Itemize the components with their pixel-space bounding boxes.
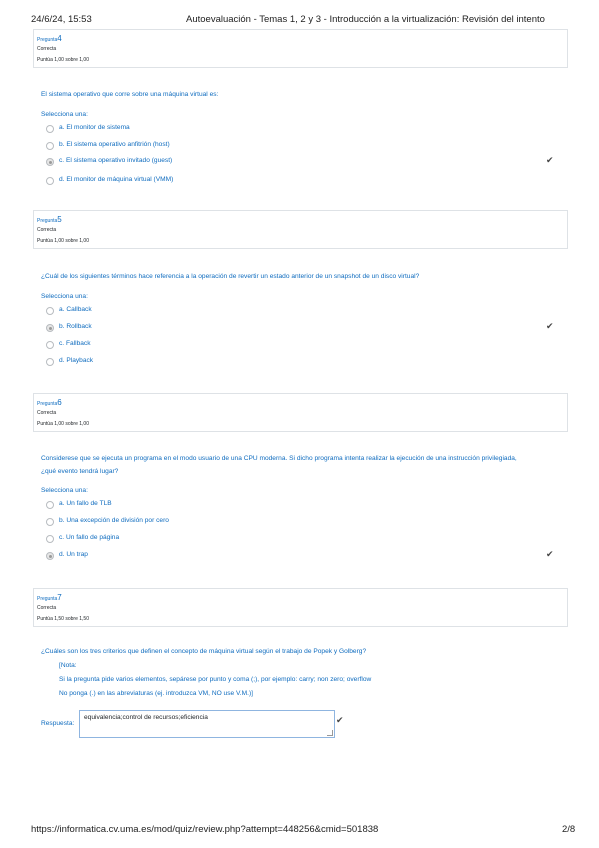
option-label: a. El monitor de sistema [59, 124, 130, 131]
question-number: Pregunta4 [37, 34, 62, 43]
print-datetime: 24/6/24, 15:53 [31, 14, 92, 25]
question-text-line: Considerese que se ejecuta un programa en el modo usuario de una CPU moderna. Si dicho programa intenta realizar la ejecución de una instrucción privilegiada, [41, 455, 517, 462]
radio-button[interactable] [46, 307, 54, 315]
option-label: d. El monitor de máquina virtual (VMM) [59, 176, 174, 183]
question-info-q4 [33, 29, 568, 68]
question-info-q6 [33, 393, 568, 432]
question-state: Correcta [37, 410, 57, 416]
answer-option-q5-c[interactable] [46, 340, 556, 351]
check-icon: ✔ [336, 715, 344, 725]
select-one-prompt: Selecciona una: [41, 111, 88, 118]
question-state: Correcta [37, 46, 57, 52]
question-text-line: ¿qué evento tendrá lugar? [41, 468, 119, 475]
answer-label: Respuesta: [41, 720, 75, 727]
question-number: Pregunta6 [37, 398, 62, 407]
radio-button[interactable] [46, 125, 54, 133]
question-text-q6 [41, 452, 551, 478]
radio-button[interactable] [46, 501, 54, 509]
option-label: c. Un fallo de página [59, 534, 120, 541]
page-title: Autoevaluación - Temas 1, 2 y 3 - Introducción a la virtualización: Revisión del intento [186, 14, 545, 25]
select-one-prompt: Selecciona una: [41, 293, 88, 300]
radio-button[interactable] [46, 341, 54, 349]
radio-button[interactable] [46, 358, 54, 366]
answer-option-q4-b[interactable] [46, 141, 556, 152]
radio-button[interactable] [46, 518, 54, 526]
question-text-q5: ¿Cuál de los siguientes términos hace referencia a la operación de revertir un estado anterior de un snapshot de un disco virtual? [41, 273, 420, 280]
answer-option-q4-c[interactable] [46, 157, 556, 168]
answer-option-q6-b[interactable] [46, 517, 556, 528]
answer-textarea[interactable]: equivalencia;control de recursos;eficiencia [79, 710, 335, 738]
question-text-q7: ¿Cuáles son los tres criterios que definen el concepto de máquina virtual según el trabajo de Popek y Golberg? [41, 648, 367, 655]
option-label: c. Fallback [59, 340, 91, 347]
option-label: b. El sistema operativo anfitrión (host) [59, 141, 170, 148]
check-icon: ✔ [546, 155, 554, 165]
radio-button-checked[interactable] [46, 552, 54, 560]
radio-button[interactable] [46, 535, 54, 543]
check-icon: ✔ [546, 321, 554, 331]
radio-button-checked[interactable] [46, 158, 54, 166]
option-label: b. Una excepción de división por cero [59, 517, 169, 524]
note-line: Si la pregunta pide varios elementos, sepárese por punto y coma (;), por ejemplo: carry; non zero; overflow [59, 676, 372, 683]
answer-option-q5-a[interactable] [46, 306, 556, 317]
question-grade: Puntúa 1,50 sobre 1,50 [37, 616, 89, 622]
radio-button[interactable] [46, 142, 54, 150]
option-label: a. Un fallo de TLB [59, 500, 112, 507]
note-line: No ponga (.) en las abreviaturas (ej. introduzca VM, NO use V.M.)] [59, 690, 253, 697]
note-line: [Nota: [59, 662, 77, 669]
check-icon: ✔ [546, 549, 554, 559]
answer-option-q4-a[interactable] [46, 124, 556, 135]
question-info-q5 [33, 210, 568, 249]
question-state: Correcta [37, 227, 57, 233]
radio-button[interactable] [46, 177, 54, 185]
radio-button-checked[interactable] [46, 324, 54, 332]
question-text-q4: El sistema operativo que corre sobre una máquina virtual es: [41, 91, 219, 98]
page-url: https://informatica.cv.uma.es/mod/quiz/review.php?attempt=448256&cmid=501838 [31, 824, 379, 835]
question-state: Correcta [37, 605, 57, 611]
answer-option-q6-d[interactable] [46, 551, 556, 562]
question-grade: Puntúa 1,00 sobre 1,00 [37, 57, 89, 63]
question-info-q7 [33, 588, 568, 627]
answer-option-q6-c[interactable] [46, 534, 556, 545]
answer-option-q4-d[interactable] [46, 176, 556, 187]
option-label: b. Rollback [59, 323, 92, 330]
option-label: a. Callback [59, 306, 92, 313]
print-header [0, 0, 599, 26]
select-one-prompt: Selecciona una: [41, 487, 88, 494]
answer-option-q5-b[interactable] [46, 323, 556, 334]
option-label: d. Playback [59, 357, 94, 364]
question-grade: Puntúa 1,00 sobre 1,00 [37, 421, 89, 427]
page-number: 2/8 [562, 824, 576, 835]
answer-option-q5-d[interactable] [46, 357, 556, 368]
option-label: d. Un trap [59, 551, 88, 558]
question-number: Pregunta5 [37, 215, 62, 224]
question-grade: Puntúa 1,00 sobre 1,00 [37, 238, 89, 244]
question-number: Pregunta7 [37, 593, 62, 602]
option-label: c. El sistema operativo invitado (guest) [59, 157, 173, 164]
answer-option-q6-a[interactable] [46, 500, 556, 511]
